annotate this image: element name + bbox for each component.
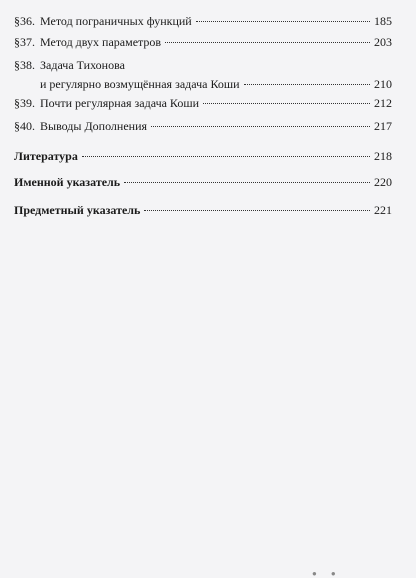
toc-entry-36[interactable] (14, 14, 392, 28)
section-number: §38. (14, 58, 35, 72)
toc-entry-name-index[interactable] (14, 175, 392, 189)
dot-leader (244, 84, 370, 85)
section-number: §40. (14, 119, 35, 133)
page-number: 217 (374, 119, 392, 133)
page-number: 221 (374, 203, 392, 217)
section-number: §39. (14, 96, 35, 110)
page-number: 218 (374, 149, 392, 163)
section-number: §37. (14, 35, 35, 49)
toc-entry-40[interactable] (14, 119, 392, 133)
toc-entry-39[interactable] (14, 96, 392, 110)
dot-leader (196, 21, 370, 22)
toc-entry-37[interactable] (14, 35, 392, 49)
dot-leader (144, 210, 370, 211)
chapter-title: Именной указатель (14, 175, 121, 189)
toc-entry-subject-index[interactable] (14, 203, 392, 217)
page-number: 210 (374, 77, 392, 91)
dot-leader (151, 126, 370, 127)
section-title-line2: и регулярно возмущённая задача Коши (40, 77, 240, 91)
page-bleed-marks: ● ● (312, 569, 342, 578)
chapter-title: Литература (14, 149, 78, 163)
toc-entry-literature[interactable] (14, 149, 392, 163)
section-title: Почти регулярная задача Коши (40, 96, 199, 110)
page-number: 203 (374, 35, 392, 49)
page-number: 220 (374, 175, 392, 189)
toc-entry-38[interactable] (14, 58, 392, 91)
section-title-line1: Задача Тихонова (40, 58, 125, 72)
chapter-title: Предметный указатель (14, 203, 141, 217)
section-title: Метод пограничных функций (40, 14, 192, 28)
page-number: 212 (374, 96, 392, 110)
dot-leader (124, 182, 370, 183)
dot-leader (203, 103, 370, 104)
section-title: Метод двух параметров (40, 35, 162, 49)
section-title: Выводы Дополнения (40, 119, 148, 133)
dot-leader (165, 42, 370, 43)
page-number: 185 (374, 14, 392, 28)
section-number: §36. (14, 14, 35, 28)
dot-leader (82, 156, 370, 157)
